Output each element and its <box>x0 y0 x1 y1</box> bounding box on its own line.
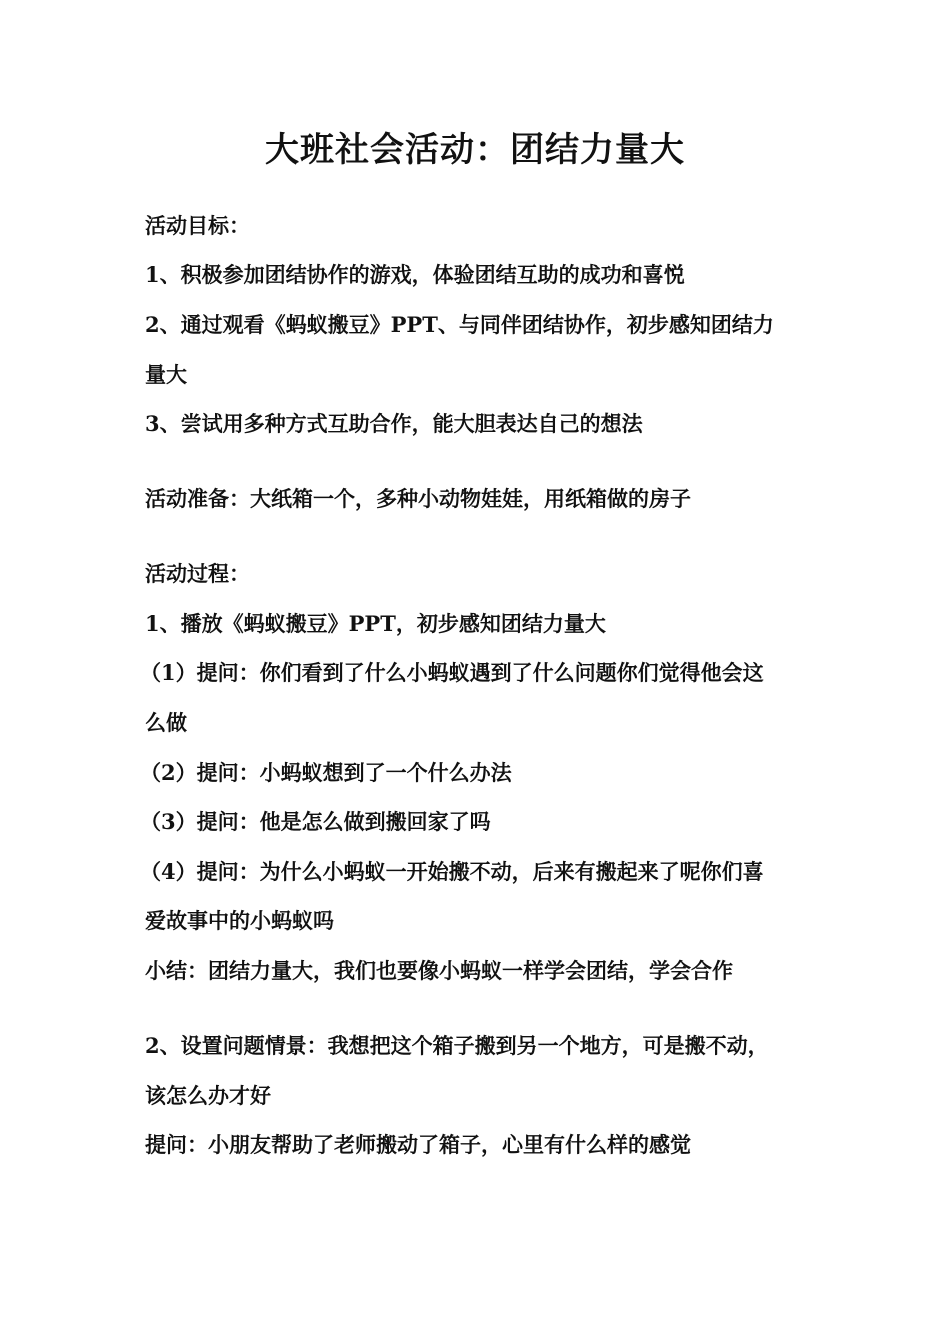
question-4: （4）提问：为什么小蚂蚁一开始搬不动，后来有搬起来了呢你们喜 <box>140 859 764 884</box>
section-preparation: 活动准备：大纸箱一个，多种小动物娃娃，用纸箱做的房子 <box>145 486 691 511</box>
goal-item-3: 3、尝试用多种方式互助合作，能大胆表达自己的想法 <box>145 411 643 436</box>
question-1: （1）提问：你们看到了什么小蚂蚁遇到了什么问题你们觉得他会这 <box>140 660 764 685</box>
goal-item-2-continued: 量大 <box>145 362 187 387</box>
process-step-1: 1、播放《蚂蚁搬豆》PPT，初步感知团结力量大 <box>145 611 606 636</box>
question-4-continued: 爱故事中的小蚂蚁吗 <box>145 908 334 933</box>
section-heading-goals: 活动目标： <box>145 213 250 238</box>
question-1-continued: 么做 <box>145 710 187 735</box>
process-step-2-continued: 该怎么办才好 <box>145 1083 271 1108</box>
question-2: （2）提问：小蚂蚁想到了一个什么办法 <box>140 760 512 785</box>
process-step-2: 2、设置问题情景：我想把这个箱子搬到另一个地方，可是搬不动， <box>145 1033 769 1058</box>
goal-item-2: 2、通过观看《蚂蚁搬豆》PPT、与同伴团结协作，初步感知团结力 <box>145 312 774 337</box>
summary: 小结：团结力量大，我们也要像小蚂蚁一样学会团结，学会合作 <box>145 958 733 983</box>
goal-item-1: 1、积极参加团结协作的游戏，体验团结互助的成功和喜悦 <box>145 262 685 287</box>
question-3: （3）提问：他是怎么做到搬回家了吗 <box>140 809 491 834</box>
question-feeling: 提问：小朋友帮助了老师搬动了箱子，心里有什么样的感觉 <box>145 1132 691 1157</box>
document-title: 大班社会活动：团结力量大 <box>265 130 685 170</box>
section-heading-process: 活动过程： <box>145 561 250 586</box>
